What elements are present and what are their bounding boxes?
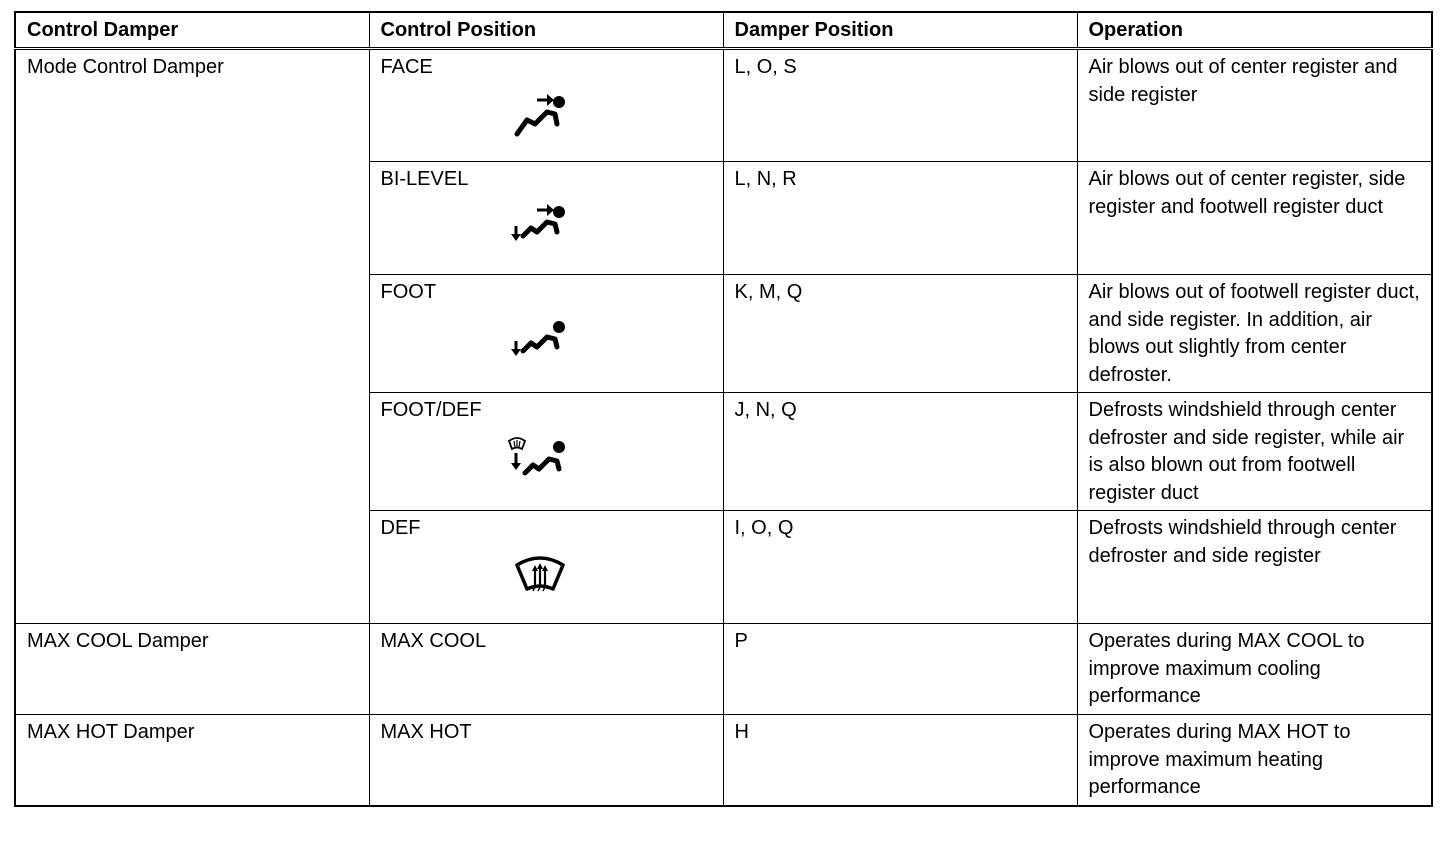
header-row bbox=[15, 12, 1432, 49]
table-row bbox=[15, 715, 1432, 806]
control-position-label: BI-LEVEL bbox=[380, 168, 469, 190]
damper-position-cell: K, M, Q bbox=[723, 275, 1077, 393]
header-damper-position: Damper Position bbox=[723, 12, 1077, 49]
header-control-position: Control Position bbox=[369, 12, 723, 49]
control-position-cell bbox=[369, 511, 723, 624]
operation-cell: Operates during MAX COOL to improve maximum cooling performance bbox=[1077, 624, 1432, 715]
damper-position-cell: P bbox=[723, 624, 1077, 715]
control-damper-cell: MAX HOT Damper bbox=[15, 715, 369, 806]
operation-cell: Air blows out of footwell register duct, and side register. In addition, air blows out slightly from center defroster. bbox=[1077, 275, 1432, 393]
damper-position-cell: H bbox=[723, 715, 1077, 806]
face-vent-icon bbox=[505, 90, 575, 140]
control-position-cell: MAX HOT bbox=[369, 715, 723, 806]
operation-cell: Air blows out of center register, side register and footwell register duct bbox=[1077, 162, 1432, 275]
table-row bbox=[15, 624, 1432, 715]
header-control-damper: Control Damper bbox=[15, 12, 369, 49]
damper-position-cell: J, N, Q bbox=[723, 393, 1077, 511]
control-position-cell bbox=[369, 49, 723, 162]
damper-operation-table bbox=[14, 11, 1433, 807]
control-damper-cell: MAX COOL Damper bbox=[15, 624, 369, 715]
damper-position-cell: I, O, Q bbox=[723, 511, 1077, 624]
control-position-label: FOOT bbox=[380, 281, 437, 303]
control-position-label: FACE bbox=[380, 56, 433, 78]
foot-vent-icon bbox=[505, 315, 575, 365]
operation-cell: Defrosts windshield through center defroster and side register, while air is also blown out from footwell register duct bbox=[1077, 393, 1432, 511]
header-operation: Operation bbox=[1077, 12, 1432, 49]
bi-level-vent-icon bbox=[505, 200, 575, 250]
control-position-cell bbox=[369, 275, 723, 393]
foot-defrost-vent-icon bbox=[505, 435, 575, 485]
control-position-label: DEF bbox=[380, 517, 421, 539]
defrost-windshield-icon bbox=[505, 551, 575, 601]
control-position-cell bbox=[369, 393, 723, 511]
operation-cell: Defrosts windshield through center defroster and side register bbox=[1077, 511, 1432, 624]
damper-position-cell: L, N, R bbox=[723, 162, 1077, 275]
control-position-label: FOOT/DEF bbox=[380, 399, 482, 421]
control-damper-cell: Mode Control Damper bbox=[15, 49, 369, 624]
operation-cell: Air blows out of center register and side register bbox=[1077, 49, 1432, 162]
control-position-cell: MAX COOL bbox=[369, 624, 723, 715]
table-row bbox=[15, 49, 1432, 162]
operation-cell: Operates during MAX HOT to improve maximum heating performance bbox=[1077, 715, 1432, 806]
control-position-cell bbox=[369, 162, 723, 275]
damper-position-cell: L, O, S bbox=[723, 49, 1077, 162]
